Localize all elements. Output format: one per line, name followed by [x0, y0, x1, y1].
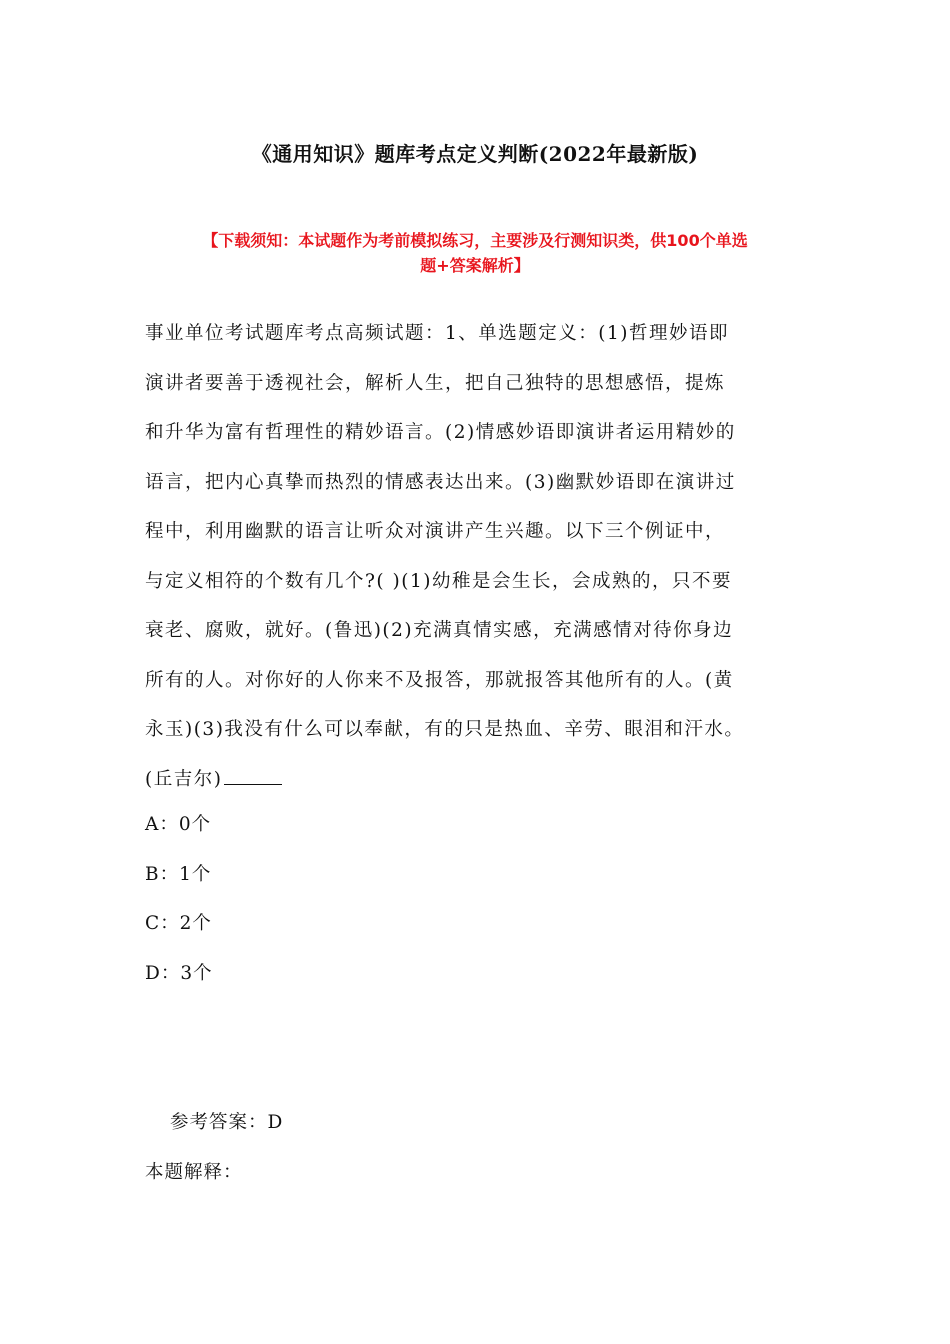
answer-options	[145, 800, 213, 998]
answer-blank	[224, 766, 282, 785]
explanation-label: 本题解释：	[145, 1162, 243, 1183]
option-c: C：2个	[145, 913, 212, 934]
question-last-line	[145, 755, 825, 805]
option-b: B：1个	[145, 863, 212, 885]
question-line: (丘吉尔)	[145, 768, 223, 790]
question-line: 演讲者要善于透视社会，解析人生，把自己独特的思想感悟，提炼	[145, 372, 726, 394]
question-line: 语言，把内心真挚而热烈的情感表达出来。(3)幽默妙语即在演讲过	[145, 471, 736, 493]
question-line: 事业单位考试题库考点高频试题：1、单选题定义：(1)哲理妙语即	[145, 323, 729, 344]
notice-line-1: 【下载须知：本试题作为考前模拟练习，主要涉及行测知识类，供100个单选	[202, 231, 748, 250]
document-title: 《通用知识》题库考点定义判断(2022年最新版)	[251, 142, 699, 166]
question-text	[145, 309, 825, 804]
option-d: D：3个	[145, 962, 213, 984]
option-a: A：0个	[145, 814, 212, 835]
question-line: 和升华为富有哲理性的精妙语言。(2)情感妙语即演讲者运用精妙的	[145, 422, 736, 443]
question-line: 程中，利用幽默的语言让听众对演讲产生兴趣。以下三个例证中，	[145, 521, 726, 542]
notice-line-2: 题+答案解析】	[420, 256, 530, 275]
question-line: 衰老、腐败，就好。(鲁迅)(2)充满真情实感，充满感情对待你身边	[145, 620, 734, 641]
download-notice	[140, 228, 810, 278]
reference-answer: 参考答案：D	[170, 1112, 284, 1133]
question-line: 永玉)(3)我没有什么可以奉献，有的只是热血、辛劳、眼泪和汗水。	[145, 719, 745, 740]
question-line: 所有的人。对你好的人你来不及报答，那就报答其他所有的人。(黄	[145, 669, 734, 691]
question-line: 与定义相符的个数有几个?( )(1)幼稚是会生长，会成熟的，只不要	[145, 570, 732, 592]
